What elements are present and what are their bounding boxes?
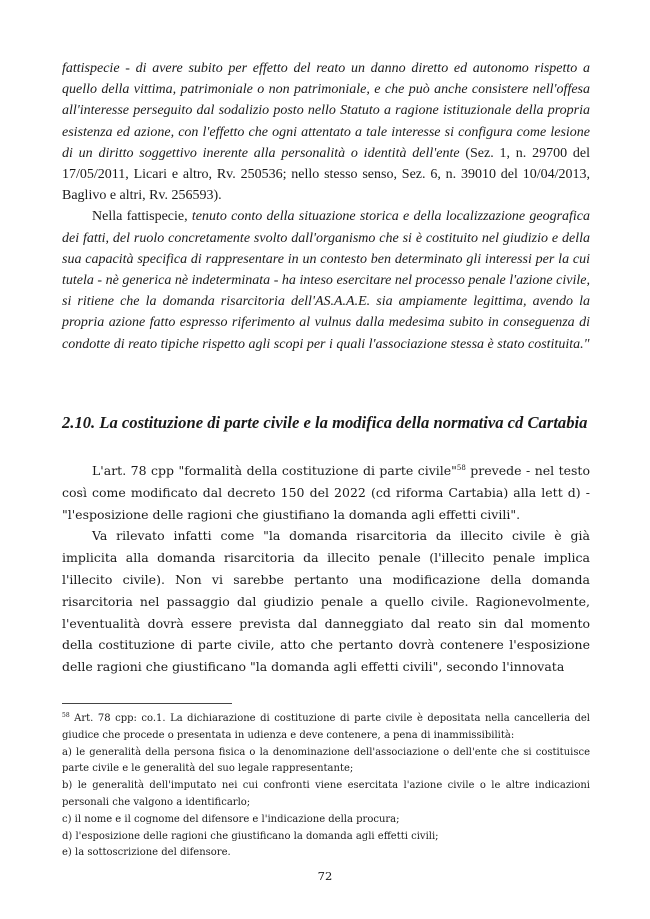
footnote-reference[interactable]: 58 <box>456 464 466 472</box>
page-number: 72 <box>317 869 333 883</box>
body-paragraph-2: Va rilevato infatti come "la domanda risarcitoria da illecito civile è già implicita alla domanda risarcitoria da illecito penale (l'illecito penale implica l'illecito civile). Non vi sarebbe pertanto una modificazione della domanda risarcitoria nel passaggio dal giudizio penale a quello civile. Ragionevolmente, l'eventualità dovrà essere prevista dal danneggiato dal reato sin dal momento della costituzione di parte civile, atto che pertanto dovrà contenere l'esposizione delle ragioni che giustificano "la domanda agli effetti civili", secondo l'innovata <box>62 528 590 675</box>
footnote-divider <box>62 703 232 704</box>
quote-italic-passage: fattispecie - di avere subito per effetto del reato un danno diretto ed autonomo rispetto a quello della vittima, patrimoniale o non patrimoniale, e che può anche consistere nell'offesa all'interesse perseguito dal sodalizio posto nello Statuto a ragione istituzionale della propria esistenza ed azione, con l'effetto che ogni attentato a tale interesse si configura come lesione di un diritto soggettivo inerente alla personalità o identità dell'ente <box>62 61 590 161</box>
footnote-item-a: a) le generalità della persona fisica o la denominazione dell'associazione o dell'ente che si costituisce parte civile e le generalità del suo legale rappresentante; <box>62 746 590 775</box>
quote-paragraph-2 <box>62 206 590 354</box>
footnote-number: 58 <box>62 712 70 719</box>
footnote-item-c: c) il nome e il cognome del difensore e l'indicazione della procura; <box>62 813 400 825</box>
footnote-intro <box>62 711 590 745</box>
quote-lead-in: Nella fattispecie, <box>92 209 192 225</box>
body-paragraph-1-start: L'art. 78 cpp "formalità della costituzione di parte civile" <box>92 463 457 478</box>
footnote-58 <box>62 711 590 862</box>
footnote-item-e: e) la sottoscrizione del difensore. <box>62 847 231 859</box>
section-body <box>62 460 590 678</box>
quote-italic-passage-2: tenuto conto della situazione storica e della localizzazione geografica dei fatti, del ruolo concretamente svolto dall'organismo che si è costituito nel giudizio e della sua capacità specifica di rappresentare in un contesto ben determinato gli interessi per la cui tutela - nè generica nè indeterminata - ha inteso esercitare nel processo penale l'azione civile, si ritiene che la domanda risarcitoria dell'AS.A.A.E. sia ampiamente legittima, avendo la propria azione fatto espresso riferimento al vulnus dalla medesima subito in conseguenza di condotte di reato tipiche rispetto agli scopi per i quali l'associazione stessa è stato costituita." <box>62 209 591 352</box>
footnote-intro-text: Art. 78 cpp: co.1. La dichiarazione di costituzione di parte civile è depositata nella cancelleria del giudice che procede o presentata in udienza e deve contenere, a pena di inammissibilità: <box>62 713 590 741</box>
quote-paragraph-1 <box>62 58 590 206</box>
body-paragraph-1 <box>62 460 590 525</box>
quoted-judgment-text <box>62 58 590 355</box>
footnote-item-d: d) l'esposizione delle ragioni che giustificano la domanda agli effetti civili; <box>62 830 439 842</box>
footnote-item-b: b) le generalità dell'imputato nei cui confronti viene esercitata l'azione civile o le altre indicazioni personali che valgono a identificarlo; <box>62 780 590 808</box>
section-heading: 2.10. La costituzione di parte civile e la modifica della normativa cd Cartabia <box>62 413 588 432</box>
body-paragraph-1-end: prevede - nel testo così come modificato dal decreto 150 del 2022 (cd riforma Cartabia) alla lett d) - "l'esposizione delle ragioni che giustifiano la domanda agli effetti civili". <box>62 463 590 522</box>
case-citation: (Sez. 1, n. 29700 del 17/05/2011, Licari e altro, Rv. 250536; nello stesso senso, Sez. 6, n. 39010 del 10/04/2013, Baglivo e altri, Rv. 256593). <box>62 145 590 204</box>
